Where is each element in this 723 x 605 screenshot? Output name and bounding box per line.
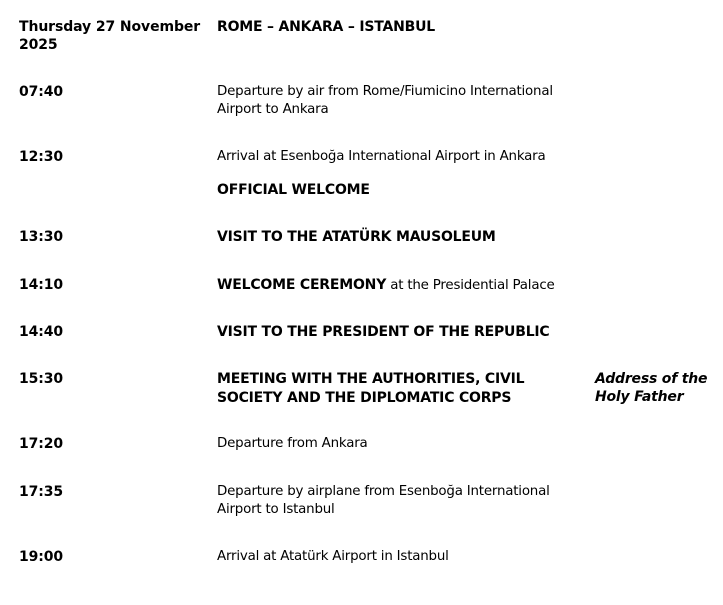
day-route bbox=[217, 18, 577, 37]
event-time: 17:20 bbox=[19, 436, 64, 452]
event-description bbox=[217, 370, 547, 408]
event-time: 13:30 bbox=[19, 229, 64, 245]
event-time: 07:40 bbox=[19, 84, 64, 100]
event-time: 19:00 bbox=[19, 549, 64, 565]
route-title: ROME – ANKARA – ISTANBUL bbox=[217, 19, 435, 35]
event-description: Departure by air from Rome/Fiumicino International Airport to Ankara bbox=[217, 84, 553, 117]
event-description bbox=[217, 323, 577, 342]
event-time: 12:30 bbox=[19, 149, 64, 165]
event-description: Arrival at Atatürk Airport in Istanbul bbox=[217, 549, 449, 564]
event-time: 15:30 bbox=[19, 371, 64, 387]
event-time: 14:10 bbox=[19, 277, 64, 293]
event-description: Departure by airplane from Esenboğa International Airport to Istanbul bbox=[217, 484, 550, 517]
event-note: Address of the Holy Father bbox=[595, 371, 708, 405]
event-description: Departure from Ankara bbox=[217, 436, 368, 451]
event-bold-title: MEETING WITH THE AUTHORITIES, CIVIL SOCIETY AND THE DIPLOMATIC CORPS bbox=[217, 371, 525, 406]
event-time: 17:35 bbox=[19, 484, 64, 500]
event-description bbox=[217, 276, 577, 295]
event-bold-title: WELCOME CEREMONY bbox=[217, 277, 387, 293]
event-bold-title: VISIT TO THE PRESIDENT OF THE REPUBLIC bbox=[217, 324, 550, 340]
day-date: Thursday 27 November 2025 bbox=[19, 19, 201, 53]
event-text: at the Presidential Palace bbox=[386, 278, 555, 293]
event-bold-title: VISIT TO THE ATATÜRK MAUSOLEUM bbox=[217, 229, 496, 245]
event-sub-description bbox=[217, 181, 577, 200]
official-welcome-label: OFFICIAL WELCOME bbox=[217, 182, 370, 198]
event-description: Arrival at Esenboğa International Airport in Ankara bbox=[217, 149, 546, 164]
event-time: 14:40 bbox=[19, 324, 64, 340]
event-description bbox=[217, 228, 577, 247]
